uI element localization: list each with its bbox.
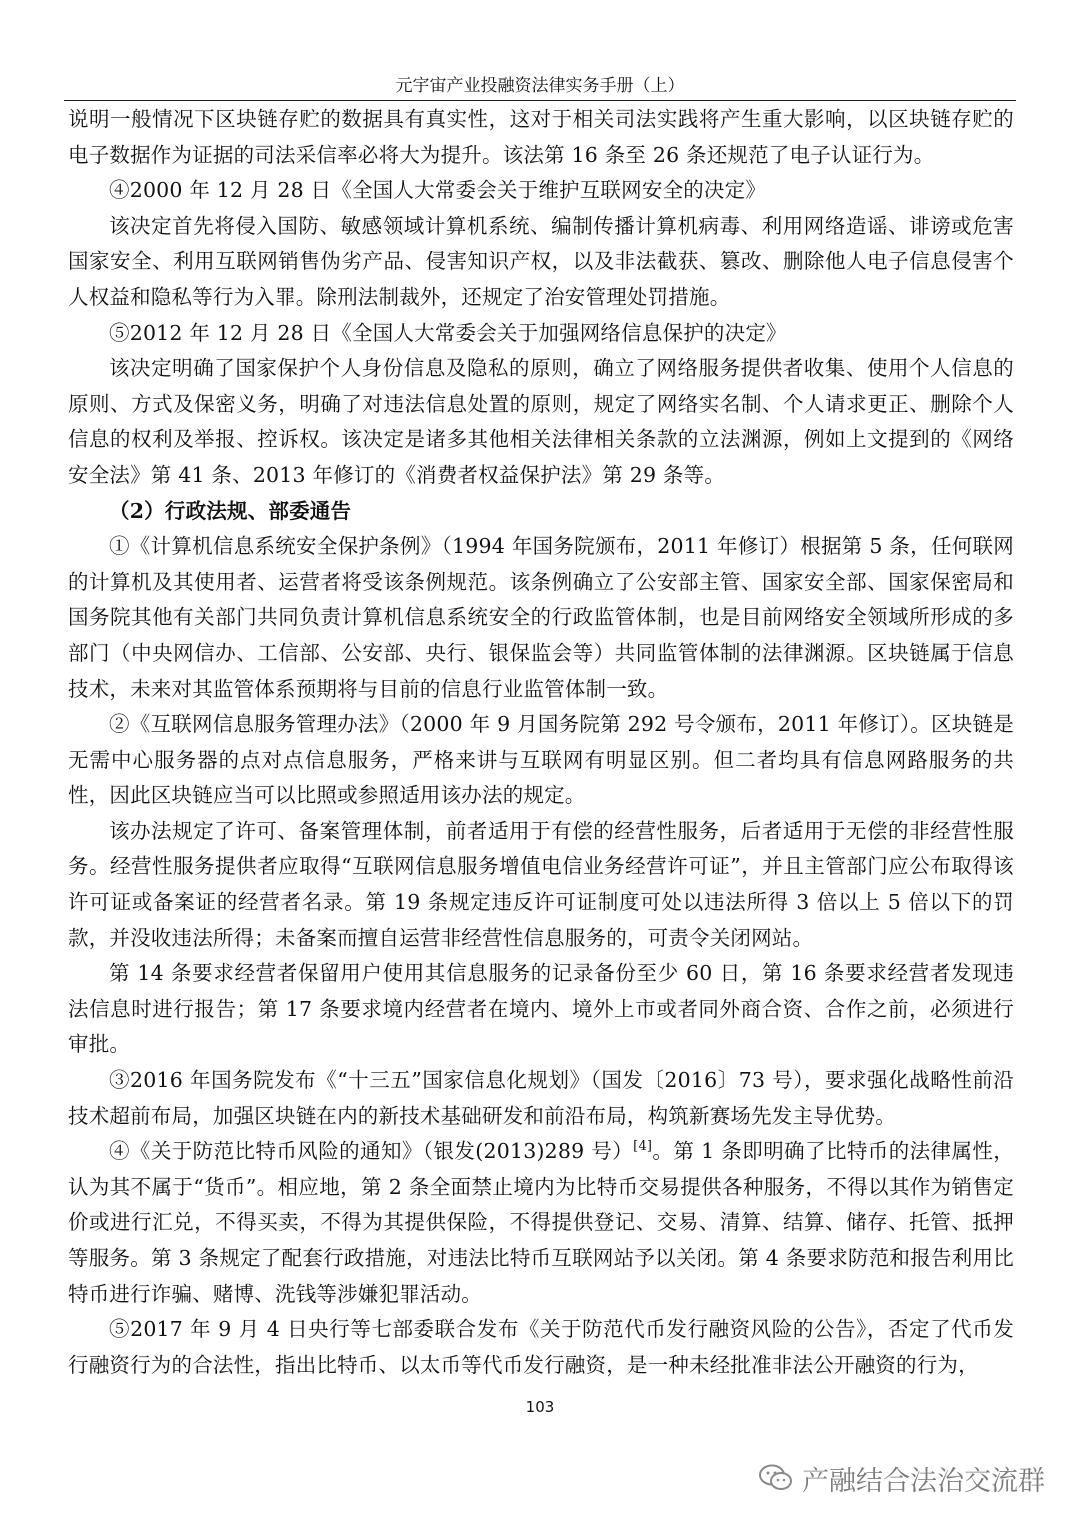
watermark-text: 产融结合法治交流群 [802, 1465, 1045, 1497]
header-title: 元宇宙产业投融资法律实务手册（上） [395, 76, 685, 96]
paragraph: ④2000 年 12 月 28 日《全国人大常委会关于维护互联网安全的决定》 [109, 178, 767, 203]
paragraph: 该决定明确了国家保护个人身份信息及隐私的原则，确立了网络服务提供者收集、使用个人信息的原则、方式及保密义务，明确了对违法信息处置的原则，规定了网络实名制、个人请求更正、删除个人信息的权利及举报、控诉权。该决定是诸多其他相关法律相关条款的立法渊源，例如上文提到的《网络安全法》第 41 条、2013 年修订的《消费者权益保护法》第 29 条等。 [68, 356, 1014, 487]
watermark [758, 1458, 1045, 1498]
wechat-icon [758, 1463, 794, 1493]
page-number: 103 [525, 1398, 555, 1416]
paragraph-rest: 。第 1 条即明确了比特币的法律属性，认为其不属于“货币”。相应地，第 2 条全面禁止境内为比特币交易提供各种服务，不得以其作为销售定价或进行汇兑，不得买卖，不得为其提供保险，不得提供登记、交易、清算、结算、储存、托管、抵押等服务。第 3 条规定了配套行政措施，对违法比特币互联网站予以关闭。第 4 条要求防范和报告利用比特币进行诈骗、赌博、洗钱等涉嫌犯罪活动。 [68, 1139, 1015, 1306]
paragraph: ⑤2017 年 9 月 4 日央行等七部委联合发布《关于防范代币发行融资风险的公告》，否定了代币发行融资行为的合法性，指出比特币、以太币等代币发行融资，是一种未经批准非法公开融资的行为， [68, 1317, 1014, 1377]
body-text [68, 102, 1014, 1383]
section-heading: （2）行政法规、部委通告 [109, 498, 352, 523]
paragraph: 该办法规定了许可、备案管理体制，前者适用于有偿的经营性服务，后者适用于无偿的非经营性服务。经营性服务提供者应取得“互联网信息服务增值电信业务经营许可证”，并且主管部门应公布取得该许可证或备案证的经营者名录。第 19 条规定违反许可证制度可处以违法所得 3 倍以上 5 倍以下的罚款，并没收违法所得；未备案而擅自运营非经营性信息服务的，可责令关闭网站。 [68, 818, 1014, 950]
page-header [64, 74, 1016, 101]
paragraph: 第 14 条要求经营者保留用户使用其信息服务的记录备份至少 60 日，第 16 条要求经营者发现违法信息时进行报告；第 17 条要求境内经营者在境内、境外上市或者同外商合资、合作之前，必须进行审批。 [68, 961, 1014, 1057]
paragraph: ⑤2012 年 12 月 28 日《全国人大常委会关于加强网络信息保护的决定》 [109, 320, 787, 345]
paragraph: 说明一般情况下区块链存贮的数据具有真实性，这对于相关司法实践将产生重大影响，以区块链存贮的电子数据作为证据的司法采信率必将大为提升。该法第 16 条至 26 条还规范了电子认证行为。 [68, 107, 1014, 167]
paragraph: ③2016 年国务院发布《“十三五”国家信息化规划》（国发〔2016〕73 号），要求强化战略性前沿技术超前布局，加强区块链在内的新技术基础研发和前沿布局，构筑新赛场先发主导优势。 [68, 1068, 1014, 1128]
paragraph [68, 1134, 1014, 1312]
paragraph: ②《互联网信息服务管理办法》（2000 年 9 月国务院第 292 号令颁布，2011 年修订）。区块链是无需中心服务器的点对点信息服务，严格来讲与互联网有明显区别。但二者均具有信息网路服务的共性，因此区块链应当可以比照或参照适用该办法的规定。 [68, 712, 1014, 808]
paragraph: 该决定首先将侵入国防、敏感领域计算机系统、编制传播计算机病毒、利用网络造谣、诽谤或危害国家安全、利用互联网销售伪劣产品、侵害知识产权，以及非法截获、篡改、删除他人电子信息侵害个人权益和隐私等行为入罪。除刑法制裁外，还规定了治安管理处罚措施。 [68, 213, 1014, 309]
paragraph: ①《计算机信息系统安全保护条例》（1994 年国务院颁布，2011 年修订）根据第 5 条，任何联网的计算机及其使用者、运营者将受该条例规范。该条例确立了公安部主管、国家安全部、国家保密局和国务院其他有关部门共同负责计算机信息系统安全的行政监管体制，也是目前网络安全领域所形成的多部门（中央网信办、工信部、公安部、央行、银保监会等）共同监管体制的法律渊源。区块链属于信息技术，未来对其监管体系预期将与目前的信息行业监管体制一致。 [68, 534, 1014, 701]
paragraph-lead: ④《关于防范比特币风险的通知》（银发(2013)289 号） [109, 1139, 634, 1164]
footnote-ref[interactable]: [4] [633, 1139, 653, 1155]
